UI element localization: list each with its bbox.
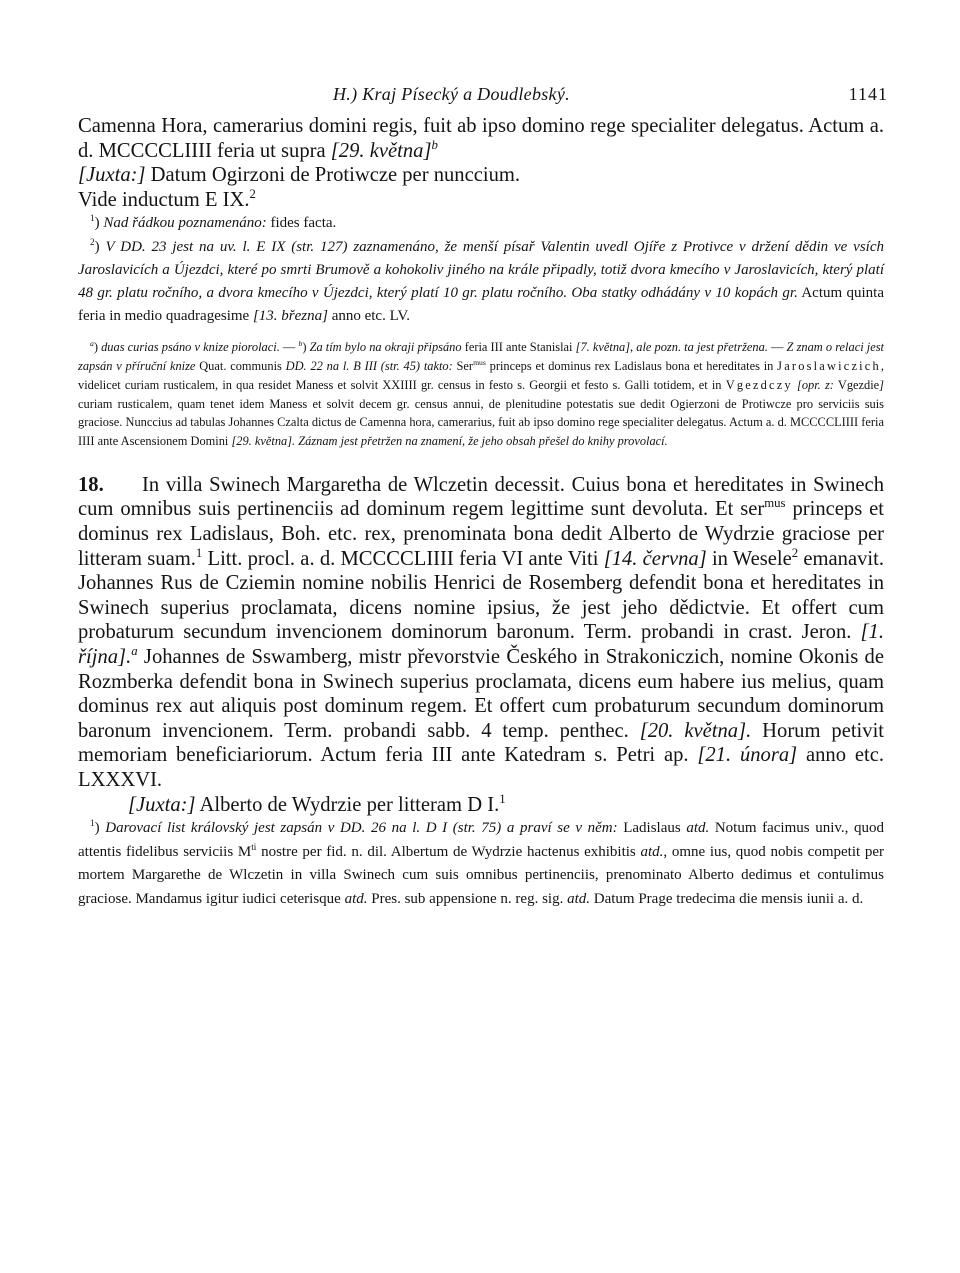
vide-line: Vide inductum E IX. (78, 188, 250, 211)
entry-number: 18. (78, 473, 104, 496)
document-page (78, 84, 888, 912)
date-bracket: [29. května] (330, 139, 432, 162)
bottom-footnotes (78, 817, 884, 911)
top-paragraph: Camenna Hora, camerarius domini regis, fuit ab ipso domino rege specialiter delegatus. Actum a. d. MCCCCLIIII feria ut supra [29. května]$^b$ [Juxta:] Datum Ogirzoni de Protiwcze per nunccium. Vide inductum E IX.$^2$ (78, 115, 884, 211)
page-number: 1141 (848, 84, 888, 104)
juxta-line: [Juxta:] Alberto de Wydrzie per litteram D I.$^1$ (128, 791, 506, 816)
critical-apparatus (78, 338, 884, 451)
footnote-mark: b (431, 137, 438, 152)
juxta-label: [Juxta:] (78, 164, 146, 187)
apparatus-paragraph: $^a$) duas curias psáno v knize piorolaci. — $^b$) Za tím bylo na okraji připsáno feria III ante Stanislai [7. května], ale pozn. ta jest přetržena. — Z znam o relaci jest zapsán v příruční knize Quat. communis DD. 22 na l. B III (str. 45) takto: Ser$^{mus}$ princeps et dominus rex Ladislaus bona et hereditates in Jaroslawiczich, videlicet curiam rusticalem, in qua residet Maness et solvit XXIIII gr. census in festo s. Georgii et festo s. Galli totidem, et in Vgezdczy [opr. z: Vgezdie] curiam rusticalem, quam tenet idem Maness et solvit decem gr. census annui, de plenitudine potestatis sue dedit Ogierzoni de Protiwcze pro serviciis suis graciose. Nunccius ad tabulas Johannes Czalta dictus de Camenna hora, camerarius, fuit ab ipso domino rege specialiter delegatus. Actum a. d. MCCCCLIIII feria IIII ante Ascensionem Domini [29. května]. Záznam jest přetržen na znamení, že jeho obsah přešel do knihy provolací. (78, 339, 885, 449)
spaced-placename: Jaroslawiczich (777, 359, 881, 374)
spaced-placename: Vgezdczy (725, 377, 793, 392)
footnote-1-bottom: $^1$) Darovací list královský jest zapsán v DD. 26 na l. D I (str. 75) a praví se v něm: Ladislaus atd. Notum facimus univ., quod attentis fidelibus serviciis $M^{ti}$ nostre per fid. n. dil. Albertum de Wydrzie hactenus exhibitis atd., omne ius, quod nobis competit per mortem Margarethe de Wlczetin in villa Swinech cum suis omnibus pertinenciis, prenominato Alberto dedimus et contulimus graciose. Mandamus igitur iudici ceterisque atd. Pres. sub appensione n. reg. sig. atd. Datum Prage tredecima die mensis iunii a. d. (78, 819, 885, 907)
page-header (78, 84, 888, 114)
running-title: H.) Kraj Písecký a Doudlebský. (333, 84, 570, 104)
entry-18: 18. In villa Swinech Margaretha de Wlczetin decessit. Cuius bona et hereditates in Swinech cum omnibus suis pertinenciis ad dominum regem legittime sunt devoluta. Et ser$^{mus}$ princeps et dominus rex Ladislaus, Boh. etc. rex, prenominata bona dedit Alberto de Wydrzie graciose per litteram suam.$^1$ Litt. procl. a. d. MCCCCLIIII feria VI ante Viti [14. června] in Wesele$^2$ emanavit. Johannes Rus de Cziemin nomine nobilis Henrici de Rosemberg defendit bona et hereditates in Swinech superius proclamata, dicens nomine ipsius, že jest jeho dědictvie. Et offert cum probaturum secundum invencionem dominorum baronum. Term. probandi in crast. Jeron. [1. října].$^a$ Johannes de Sswamberg, mistr převorstvie Českého in Strakoniczich, nomine Okonis de Rozmberka defendit bona in Swinech superius proclamata, dicens eum habere ius melius, quam dominus rex aut aliquis post dominum regem. Et offert cum probaturum secundum dominorum baronum invencionem. Term. probandi sabb. 4 temp. penthec. [20. května]. Horum petivit memoriam beneficiariorum. Actum feria III ante Katedram s. Petri ap. [21. února] anno etc. LXXXVI. (78, 473, 885, 792)
footnote-1: $^1$) Nad řádkou poznamenáno: fides facta. (90, 214, 337, 232)
footnote-mark: 2 (249, 186, 256, 201)
footnote-2: $^2$) V DD. 23 jest na uv. l. E IX (str. 127) zaznamenáno, že menší písař Valentin uvedl Ojíře z Protivce v držení dědin ve vsích Jaroslavicích a Újezdci, které po smrti Brumově a kohokoliv jiného na krále připadly, totiž dvora kmecího v Jaroslavicích, který platí 48 gr. platu ročního, a dvora kmecího v Újezdci, který platí 10 gr. platu ročního. Oba statky odhádány v 10 kopách gr. Actum quinta feria in medio quadragesime [13. března] anno etc. LV. (78, 237, 884, 325)
